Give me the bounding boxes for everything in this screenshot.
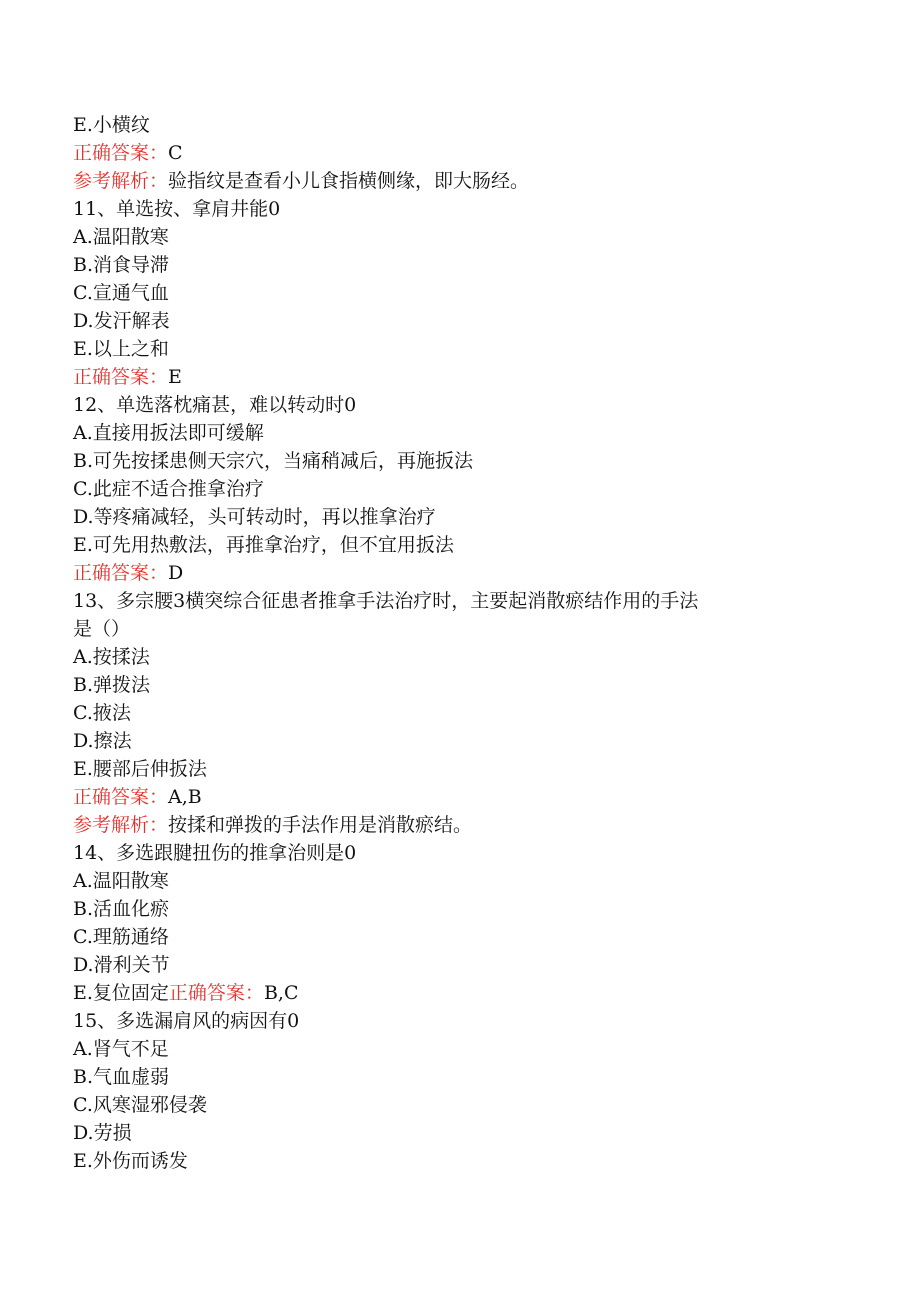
answer-line — [73, 363, 853, 391]
analysis-line — [73, 811, 853, 839]
option-text: E.复位固定 — [73, 982, 169, 1004]
option-line: E.外伤而诱发 — [73, 1150, 188, 1172]
answer-label: 正确答案： — [73, 366, 169, 388]
answer-label: 正确答案： — [73, 142, 169, 164]
answer-value: C — [168, 142, 183, 164]
analysis-line — [73, 167, 853, 195]
option-line: B.弹拨法 — [73, 674, 151, 696]
option-line: C.理筋通络 — [73, 926, 169, 948]
answer-value: E — [168, 366, 182, 388]
option-with-answer-line — [73, 979, 853, 1007]
question-stem: 11、单选按、拿肩井能0 — [73, 198, 281, 220]
option-line: E.可先用热敷法，再推拿治疗，但不宜用扳法 — [73, 534, 454, 556]
analysis-label: 参考解析： — [73, 170, 169, 192]
option-line: C.此症不适合推拿治疗 — [73, 478, 264, 500]
option-line: A.温阳散寒 — [73, 870, 169, 892]
option-line: E.小横纹 — [73, 114, 150, 136]
option-line: D.发汗解表 — [73, 310, 170, 332]
question-stem-continued: 是（） — [73, 618, 131, 640]
option-line: B.可先按揉患侧天宗穴，当痛稍减后，再施扳法 — [73, 450, 474, 472]
option-line: E.腰部后伸扳法 — [73, 758, 207, 780]
answer-label: 正确答案： — [73, 562, 169, 584]
question-stem: 15、多选漏肩风的病因有0 — [73, 1010, 300, 1032]
question-content — [73, 111, 853, 1175]
option-line: C.掖法 — [73, 702, 131, 724]
option-line: A.直接用扳法即可缓解 — [73, 422, 264, 444]
option-line: A.肾气不足 — [73, 1038, 169, 1060]
question-stem: 14、多选跟腱扭伤的推拿治则是0 — [73, 842, 357, 864]
answer-label: 正确答案： — [168, 982, 264, 1004]
analysis-label: 参考解析： — [73, 814, 169, 836]
answer-line — [73, 559, 853, 587]
option-line: A.按揉法 — [73, 646, 150, 668]
option-line: D.等疼痛减轻，头可转动时，再以推拿治疗 — [73, 506, 436, 528]
analysis-text: 验指纹是查看小儿食指横侧缘，即大肠经。 — [168, 170, 530, 192]
option-line: B.活血化瘀 — [73, 898, 170, 920]
option-line: A.温阳散寒 — [73, 226, 169, 248]
option-line: D.擦法 — [73, 730, 132, 752]
option-line: C.宣通气血 — [73, 282, 169, 304]
option-line: D.劳损 — [73, 1122, 132, 1144]
answer-value: B,C — [263, 982, 299, 1004]
option-line: D.滑利关节 — [73, 954, 170, 976]
answer-label: 正确答案： — [73, 786, 169, 808]
answer-line — [73, 783, 853, 811]
question-stem: 13、多宗腰3横突综合征患者推拿手法治疗时，主要起消散瘀结作用的手法 — [73, 590, 699, 612]
option-line: B.消食导滞 — [73, 254, 170, 276]
answer-value: D — [168, 562, 184, 584]
question-stem: 12、单选落枕痛甚，难以转动时0 — [73, 394, 357, 416]
answer-line — [73, 139, 853, 167]
option-line: E.以上之和 — [73, 338, 169, 360]
option-line: C.风寒湿邪侵袭 — [73, 1094, 207, 1116]
answer-value: A,B — [168, 786, 202, 808]
option-line: B.气血虚弱 — [73, 1066, 170, 1088]
analysis-text: 按揉和弹拨的手法作用是消散瘀结。 — [168, 814, 473, 836]
